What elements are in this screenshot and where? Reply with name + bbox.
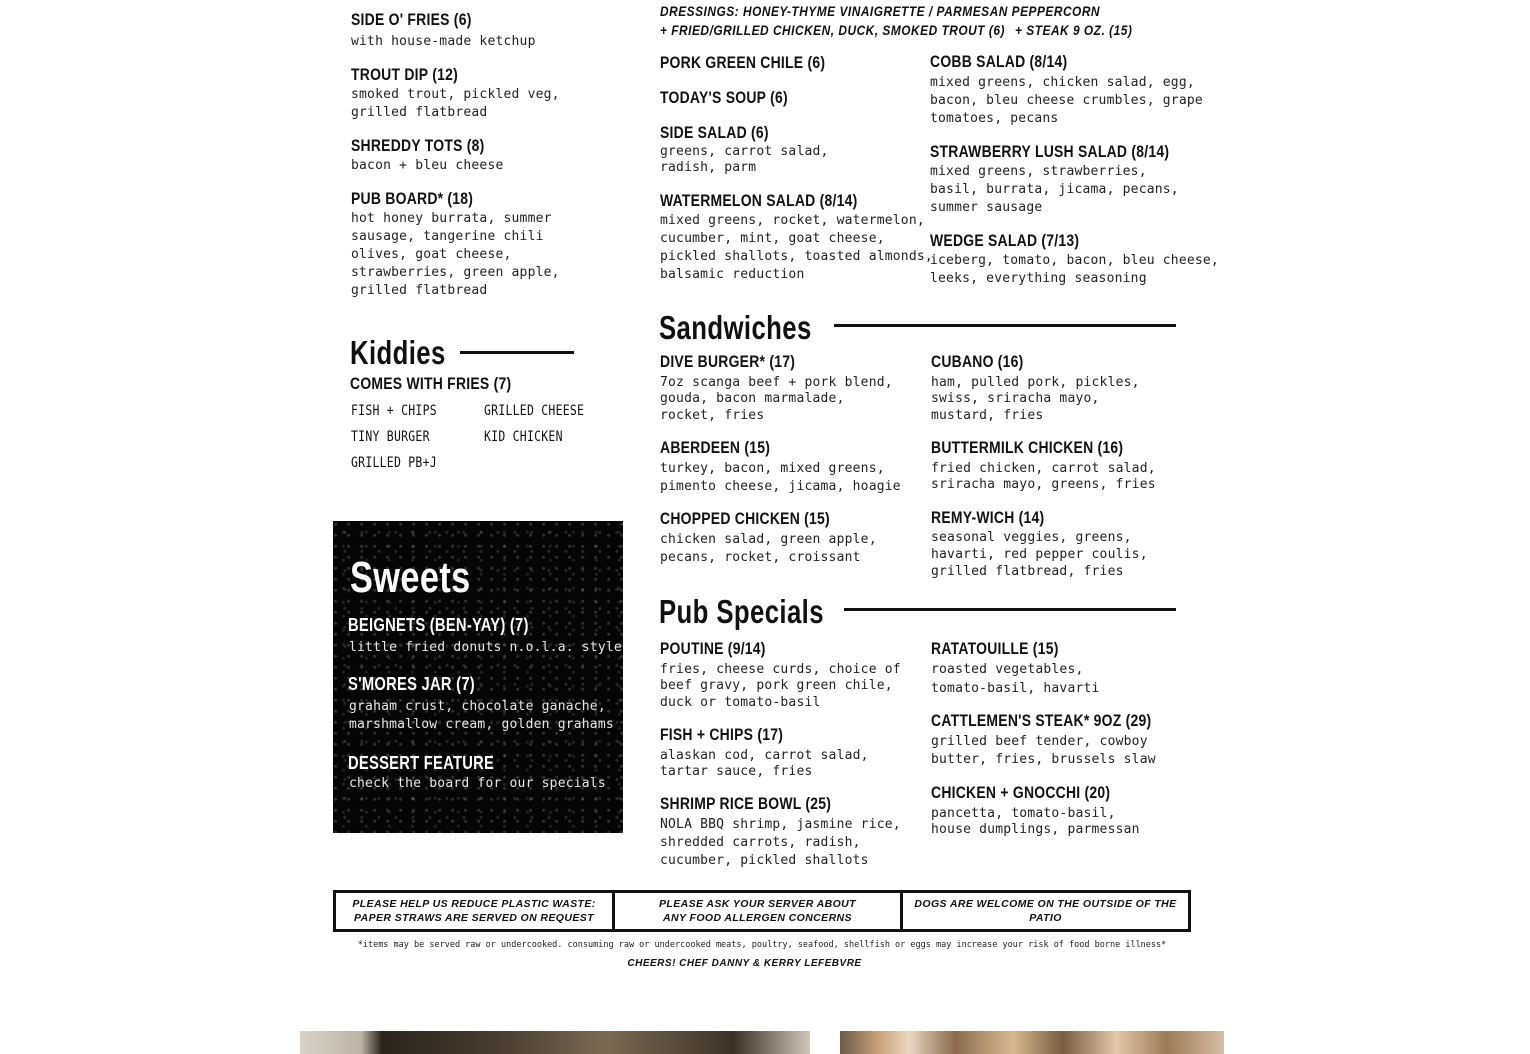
kiddies-item: TINY BURGER — [351, 429, 430, 445]
menu-item-desc: alaskan cod, carrot salad, — [660, 748, 869, 763]
menu-item-desc: mixed greens, rocket, watermelon, — [660, 213, 925, 228]
menu-item-desc: fried chicken, carrot salad, — [931, 461, 1156, 476]
sweets-panel — [333, 521, 623, 833]
menu-item-name: WEDGE SALAD (7/13) — [930, 231, 1080, 250]
notice-text: PLEASE HELP US REDUCE PLASTIC WASTE: — [352, 898, 596, 910]
menu-item-name: PORK GREEN CHILE (6) — [660, 53, 826, 72]
section-rule — [460, 351, 574, 354]
menu-item-desc: with house-made ketchup — [351, 34, 536, 49]
menu-item-desc: check the board for our specials — [349, 776, 606, 791]
menu-item-desc: radish, parm — [660, 160, 757, 175]
menu-item-name: CUBANO (16) — [931, 352, 1024, 371]
menu-item-desc: ham, pulled pork, pickles, — [931, 375, 1140, 390]
menu-item-name: TROUT DIP (12) — [351, 65, 458, 84]
signoff: CHEERS! CHEF DANNY & KERRY LEFEBVRE — [627, 958, 862, 969]
menu-item-name: BEIGNETS (BEN-YAY) (7) — [348, 615, 529, 635]
menu-item-desc: havarti, red pepper coulis, — [931, 547, 1148, 562]
menu-item-desc: shredded carrots, radish, — [660, 835, 861, 850]
menu-item-name: WATERMELON SALAD (8/14) — [660, 191, 858, 210]
kiddies-item: FISH + CHIPS — [351, 403, 437, 419]
menu-item-name: BUTTERMILK CHICKEN (16) — [931, 438, 1124, 457]
menu-item-desc: house dumplings, parmessan — [931, 822, 1140, 837]
menu-item-name: PUB BOARD* (18) — [351, 189, 474, 208]
menu-item-desc: iceberg, tomato, bacon, bleu cheese, — [930, 253, 1219, 268]
menu-item-desc: butter, fries, brussels slaw — [931, 752, 1156, 767]
menu-item-desc: grilled flatbread — [351, 283, 488, 298]
section-rule — [844, 608, 1176, 611]
dressings-line: DRESSINGS: HONEY-THYME VINAIGRETTE / PARMESAN PEPPERCORN — [660, 3, 1101, 19]
menu-item-name: SHREDDY TOTS (8) — [351, 136, 485, 155]
menu-item-desc: balsamic reduction — [660, 267, 805, 282]
menu-item-name: RATATOUILLE (15) — [931, 639, 1059, 658]
sweets-heading: Sweets — [350, 553, 471, 602]
menu-item-name: S'MORES JAR (7) — [348, 674, 475, 694]
menu-item-name: SIDE SALAD (6) — [660, 123, 769, 142]
menu-item-desc: grilled flatbread — [351, 105, 488, 120]
menu-item-name: FISH + CHIPS (17) — [660, 725, 784, 744]
menu-item-name: CATTLEMEN'S STEAK* 9OZ (29) — [931, 711, 1152, 730]
menu-item-desc: tomato-basil, havarti — [931, 681, 1100, 696]
menu-item-desc: bacon, bleu cheese crumbles, grape — [930, 93, 1203, 108]
raw-food-disclaimer: *items may be served raw or undercooked. consuming raw or undercooked meats, poultry, seafood, shellfish or eggs may increase your risk of food borne illness* — [357, 940, 1167, 950]
menu-item-desc: mustard, fries — [931, 408, 1044, 423]
menu-item-desc: grilled flatbread, fries — [931, 564, 1124, 579]
menu-item-name: POUTINE (9/14) — [660, 639, 766, 658]
menu-item-name: SHRIMP RICE BOWL (25) — [660, 794, 832, 813]
allergen-notice — [612, 893, 900, 929]
menu-item-desc: graham crust, chocolate ganache, — [349, 699, 606, 714]
menu-item-desc: pecans, rocket, croissant — [660, 550, 861, 565]
menu-item-desc: fries, cheese curds, choice of — [660, 662, 901, 677]
notice-text: PAPER STRAWS ARE SERVED ON REQUEST — [354, 912, 594, 924]
menu-item-desc: greens, carrot salad, — [660, 144, 829, 159]
kiddies-item: GRILLED CHEESE — [484, 403, 585, 419]
menu-item-desc: cucumber, pickled shallots — [660, 853, 869, 868]
menu-item-desc: olives, goat cheese, — [351, 247, 512, 262]
kiddies-item: GRILLED PB+J — [351, 455, 437, 471]
menu-item-desc: hot honey burrata, summer — [351, 211, 552, 226]
notice-text: DOGS ARE WELCOME ON THE OUTSIDE OF THE PATIO — [914, 898, 1177, 924]
menu-item-name: STRAWBERRY LUSH SALAD (8/14) — [930, 142, 1170, 161]
kiddies-item: KID CHICKEN — [484, 429, 563, 445]
drinks-photo — [840, 1031, 1224, 1054]
menu-item-desc: sriracha mayo, greens, fries — [931, 477, 1156, 492]
plastic-notice — [336, 893, 612, 929]
menu-item-desc: mixed greens, strawberries, — [930, 164, 1147, 179]
dogs-notice — [900, 893, 1188, 929]
menu-item-name: ABERDEEN (15) — [660, 438, 771, 457]
menu-item-desc: beef gravy, pork green chile, — [660, 678, 893, 693]
menu-item-name: CHICKEN + GNOCCHI (20) — [931, 783, 1111, 802]
menu-item-desc: duck or tomato-basil — [660, 695, 821, 710]
sandwiches-heading: Sandwiches — [659, 309, 812, 346]
menu-item-desc: pimento cheese, jicama, hoagie — [660, 479, 901, 494]
menu-item-desc: tomatoes, pecans — [930, 111, 1059, 126]
menu-item-desc: sausage, tangerine chili — [351, 229, 544, 244]
menu-item-desc: bacon + bleu cheese — [351, 158, 504, 173]
section-rule — [834, 324, 1176, 327]
kiddies-subtitle: COMES WITH FRIES (7) — [350, 374, 512, 393]
menu-item-name: DIVE BURGER* (17) — [660, 352, 796, 371]
menu-item-desc: leeks, everything seasoning — [930, 271, 1147, 286]
protein-addons: + FRIED/GRILLED CHICKEN, DUCK, SMOKED TROUT (6) — [660, 22, 1005, 38]
menu-item-desc: NOLA BBQ shrimp, jasmine rice, — [660, 817, 901, 832]
menu-item-desc: basil, burrata, jicama, pecans, — [930, 182, 1179, 197]
menu-item-desc: pickled shallots, toasted almonds, — [660, 249, 933, 264]
menu-item-desc: mixed greens, chicken salad, egg, — [930, 75, 1195, 90]
menu-item-desc: chicken salad, green apple, — [660, 532, 877, 547]
menu-item-desc: turkey, bacon, mixed greens, — [660, 461, 885, 476]
notices-bar — [333, 890, 1191, 932]
menu-item-name: DESSERT FEATURE — [348, 753, 495, 773]
pub-specials-heading: Pub Specials — [659, 593, 824, 630]
menu-item-desc: summer sausage — [930, 200, 1043, 215]
menu-item-desc: grilled beef tender, cowboy — [931, 734, 1148, 749]
menu-item-desc: tartar sauce, fries — [660, 764, 813, 779]
menu-item-name: COBB SALAD (8/14) — [930, 52, 1068, 71]
menu-item-name: SIDE O' FRIES (6) — [351, 10, 472, 29]
menu-item-desc: gouda, bacon marmalade, — [660, 391, 845, 406]
notice-text: PLEASE ASK YOUR SERVER ABOUT — [659, 898, 856, 910]
menu-item-desc: seasonal veggies, greens, — [931, 530, 1132, 545]
menu-item-name: REMY-WICH (14) — [931, 508, 1045, 527]
menu-item-desc: little fried donuts n.o.l.a. style — [349, 640, 622, 655]
menu-item-desc: pancetta, tomato-basil, — [931, 806, 1116, 821]
menu-item-desc: strawberries, green apple, — [351, 265, 560, 280]
menu-item-desc: swiss, sriracha mayo, — [931, 391, 1100, 406]
menu-item-desc: 7oz scanga beef + pork blend, — [660, 375, 893, 390]
menu-item-desc: roasted vegetables, — [931, 662, 1084, 677]
menu-item-name: TODAY'S SOUP (6) — [660, 88, 788, 107]
menu-item-desc: cucumber, mint, goat cheese, — [660, 231, 885, 246]
food-photo — [300, 1031, 810, 1054]
notice-text: ANY FOOD ALLERGEN CONCERNS — [663, 912, 852, 924]
steak-addon: + STEAK 9 OZ. (15) — [1015, 22, 1133, 38]
menu-item-name: CHOPPED CHICKEN (15) — [660, 509, 830, 528]
menu-item-desc: rocket, fries — [660, 408, 765, 423]
menu-item-desc: marshmallow cream, golden grahams — [349, 717, 614, 732]
menu-item-desc: smoked trout, pickled veg, — [351, 87, 560, 102]
kiddies-heading: Kiddies — [350, 334, 446, 371]
